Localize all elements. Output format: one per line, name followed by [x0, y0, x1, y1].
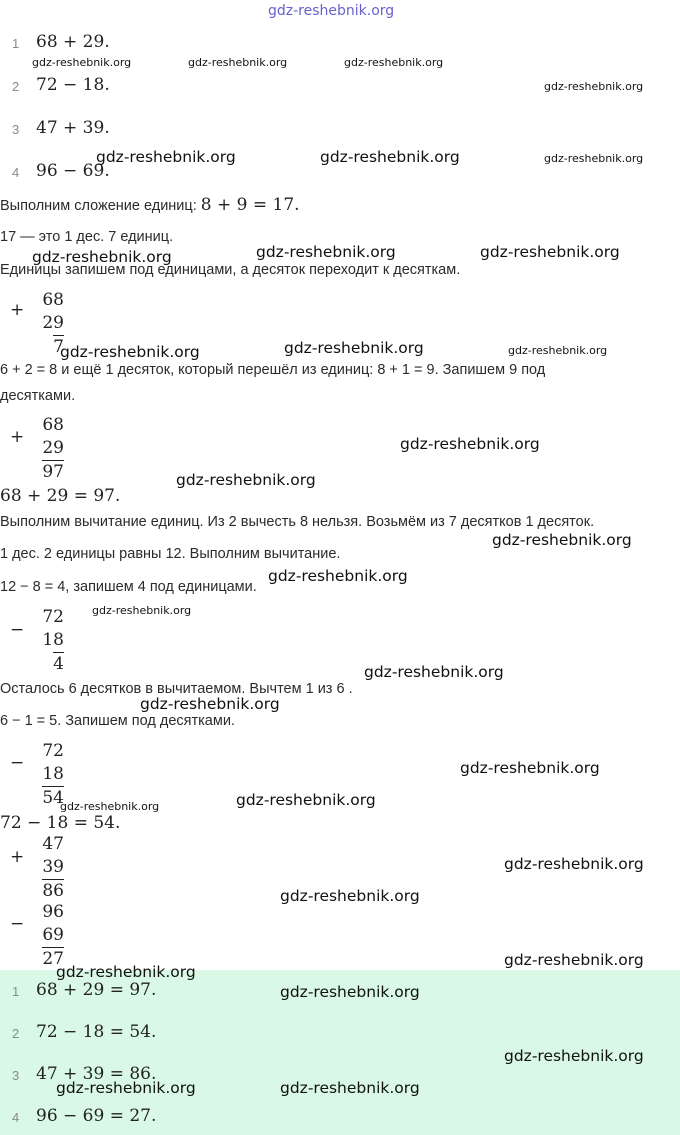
answer-expression: 96 − 69 = 27. — [36, 1106, 157, 1126]
column-operand: 96 — [42, 902, 64, 922]
column-calculation — [44, 901, 64, 971]
answer-expression: 47 + 39 = 86. — [36, 1064, 157, 1084]
watermark: gdz-reshebnik.org — [92, 604, 192, 617]
watermark: gdz-reshebnik.org — [256, 243, 396, 261]
answer-number: 2 — [12, 1026, 20, 1041]
task-number: 3 — [12, 122, 20, 137]
solution-text: 6 + 2 = 8 и ещё 1 десяток, который перешёл из единиц: 8 + 1 = 9. Запишем 9 под — [0, 362, 546, 378]
column-operand: 29 — [42, 313, 64, 333]
column-calculation — [44, 414, 64, 484]
watermark: gdz-reshebnik.org — [320, 148, 460, 166]
solution-text: Выполним вычитание единиц. Из 2 вычесть 8 нельзя. Возьмём из 7 десятков 1 десяток. — [0, 514, 595, 530]
task-number: 1 — [12, 36, 20, 51]
column-result: 86 — [42, 881, 64, 901]
watermark: gdz-reshebnik.org — [284, 339, 424, 357]
solution-math-part: 8 + 9 = 17. — [200, 195, 300, 215]
watermark: gdz-reshebnik.org — [56, 1079, 196, 1097]
watermark: gdz-reshebnik.org — [140, 695, 280, 713]
task-number: 2 — [12, 79, 20, 94]
watermark: gdz-reshebnik.org — [508, 344, 608, 357]
watermark: gdz-reshebnik.org — [96, 148, 236, 166]
watermark: gdz-reshebnik.org — [280, 1079, 420, 1097]
task-expression: 47 + 39. — [36, 118, 110, 138]
column-result: 97 — [42, 462, 64, 482]
watermark: gdz-reshebnik.org — [504, 951, 644, 969]
watermark: gdz-reshebnik.org — [504, 1047, 644, 1065]
solution-text: 12 − 8 = 4, запишем 4 под единицами. — [0, 579, 257, 595]
column-result: 4 — [53, 654, 64, 674]
column-operand: 39 — [42, 857, 64, 877]
solution-result: 68 + 29 = 97. — [0, 486, 121, 506]
column-sign: − — [10, 753, 25, 773]
column-operand: 18 — [42, 630, 64, 650]
column-sign: − — [10, 620, 25, 640]
watermark: gdz-reshebnik.org — [280, 887, 420, 905]
column-operand: 68 — [42, 415, 64, 435]
watermark: gdz-reshebnik.org — [492, 531, 632, 549]
watermark: gdz-reshebnik.org — [460, 759, 600, 777]
solution-text — [0, 195, 300, 215]
column-result: 7 — [53, 337, 64, 357]
watermark: gdz-reshebnik.org — [504, 855, 644, 873]
column-result: 54 — [42, 788, 64, 808]
watermark: gdz-reshebnik.org — [176, 471, 316, 489]
column-operand: 72 — [42, 607, 64, 627]
watermark: gdz-reshebnik.org — [188, 56, 288, 69]
watermark: gdz-reshebnik.org — [544, 152, 644, 165]
column-operand: 18 — [42, 764, 64, 784]
task-number: 4 — [12, 165, 20, 180]
solution-text: Единицы запишем под единицами, а десяток переходит к десяткам. — [0, 262, 461, 278]
task-expression: 96 − 69. — [36, 161, 110, 181]
solution-text: Осталось 6 десятков в вычитаемом. Вычтем 1 из 6 . — [0, 681, 353, 697]
watermark: gdz-reshebnik.org — [280, 983, 420, 1001]
answer-number: 1 — [12, 984, 20, 999]
column-operand: 29 — [42, 438, 64, 458]
column-calculation — [44, 606, 64, 676]
watermark: gdz-reshebnik.org — [32, 248, 172, 266]
watermark: gdz-reshebnik.org — [60, 800, 160, 813]
answer-number: 4 — [12, 1110, 20, 1125]
column-operand: 68 — [42, 290, 64, 310]
column-sign: + — [10, 847, 25, 867]
solution-text: десятками. — [0, 388, 76, 404]
column-operand: 72 — [42, 741, 64, 761]
task-expression: 72 − 18. — [36, 75, 110, 95]
answer-number: 3 — [12, 1068, 20, 1083]
task-expression: 68 + 29. — [36, 32, 110, 52]
watermark: gdz-reshebnik.org — [400, 435, 540, 453]
site-header-watermark[interactable]: gdz-reshebnik.org — [268, 3, 395, 19]
watermark: gdz-reshebnik.org — [364, 663, 504, 681]
watermark: gdz-reshebnik.org — [236, 791, 376, 809]
watermark: gdz-reshebnik.org — [544, 80, 644, 93]
solution-text-part: Выполним сложение единиц: — [0, 198, 197, 214]
column-sign: + — [10, 300, 25, 320]
watermark: gdz-reshebnik.org — [344, 56, 444, 69]
column-operand: 47 — [42, 834, 64, 854]
column-result: 27 — [42, 949, 64, 969]
solution-text: 17 — это 1 дес. 7 единиц. — [0, 229, 174, 245]
solution-result: 72 − 18 = 54. — [0, 813, 121, 833]
column-calculation — [44, 833, 64, 903]
watermark: gdz-reshebnik.org — [480, 243, 620, 261]
watermark: gdz-reshebnik.org — [32, 56, 132, 69]
column-sign: − — [10, 914, 25, 934]
answer-expression: 68 + 29 = 97. — [36, 980, 157, 1000]
solution-text: 6 − 1 = 5. Запишем под десятками. — [0, 713, 235, 729]
column-operand: 69 — [42, 925, 64, 945]
column-sign: + — [10, 427, 25, 447]
watermark: gdz-reshebnik.org — [56, 963, 196, 981]
answer-expression: 72 − 18 = 54. — [36, 1022, 157, 1042]
watermark: gdz-reshebnik.org — [60, 343, 200, 361]
watermark: gdz-reshebnik.org — [268, 567, 408, 585]
solution-text: 1 дес. 2 единицы равны 12. Выполним вычитание. — [0, 546, 341, 562]
